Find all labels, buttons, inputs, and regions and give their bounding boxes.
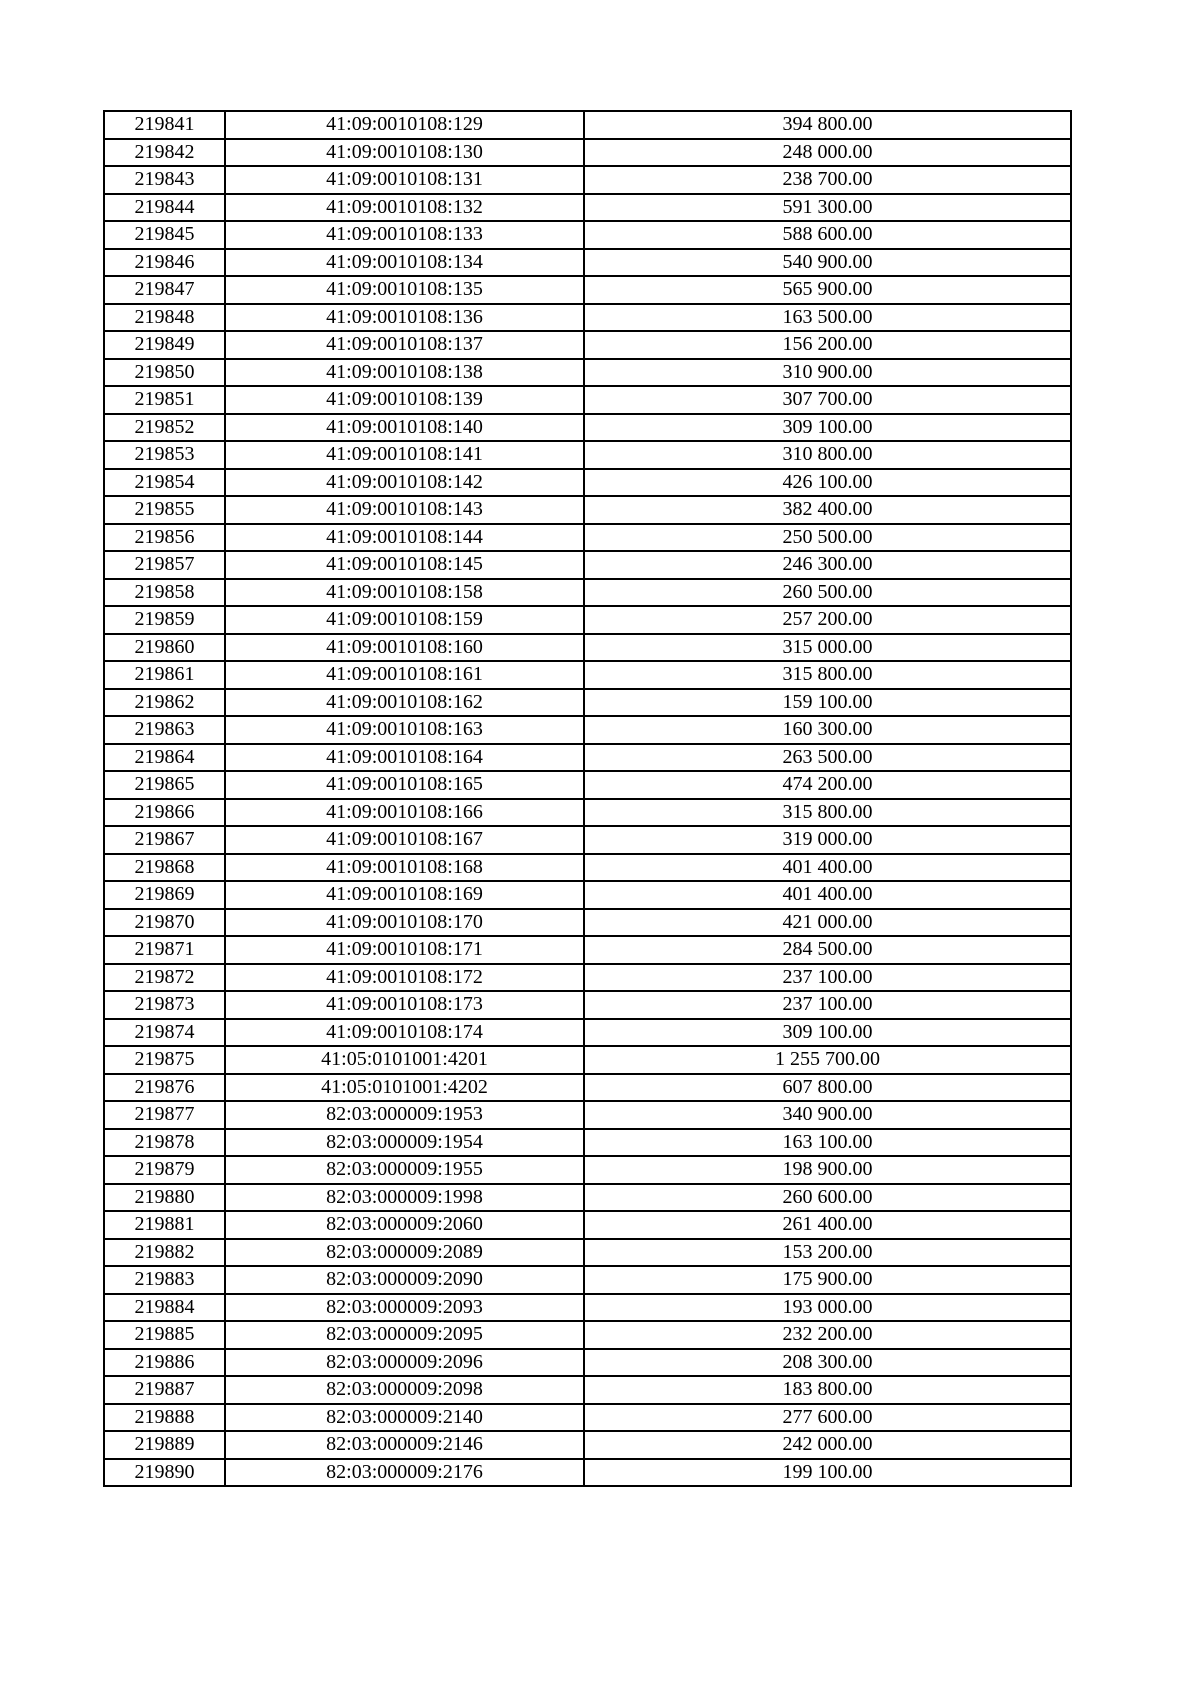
cadastral-value-cell: 319 000.00 — [584, 826, 1071, 854]
table-row — [104, 1431, 1071, 1459]
cadastral-value-cell: 261 400.00 — [584, 1211, 1071, 1239]
cadastral-number-cell: 41:09:0010108:170 — [225, 909, 584, 937]
table-row — [104, 1294, 1071, 1322]
table-row — [104, 689, 1071, 717]
cadastral-number-cell: 82:03:000009:1955 — [225, 1156, 584, 1184]
row-number-cell: 219866 — [104, 799, 225, 827]
table-row — [104, 1101, 1071, 1129]
cadastral-number-cell: 41:09:0010108:159 — [225, 606, 584, 634]
table-row — [104, 414, 1071, 442]
row-number-cell: 219848 — [104, 304, 225, 332]
table-row — [104, 1184, 1071, 1212]
table-row — [104, 964, 1071, 992]
cadastral-value-cell: 307 700.00 — [584, 386, 1071, 414]
row-number-cell: 219880 — [104, 1184, 225, 1212]
table-row — [104, 221, 1071, 249]
cadastral-number-cell: 41:09:0010108:171 — [225, 936, 584, 964]
table-row — [104, 1074, 1071, 1102]
cadastral-value-cell: 591 300.00 — [584, 194, 1071, 222]
cadastral-number-cell: 82:03:000009:1953 — [225, 1101, 584, 1129]
cadastral-number-cell: 41:09:0010108:169 — [225, 881, 584, 909]
cadastral-number-cell: 41:09:0010108:136 — [225, 304, 584, 332]
cadastral-value-cell: 421 000.00 — [584, 909, 1071, 937]
row-number-cell: 219878 — [104, 1129, 225, 1157]
cadastral-number-cell: 41:09:0010108:143 — [225, 496, 584, 524]
cadastral-number-cell: 41:09:0010108:142 — [225, 469, 584, 497]
cadastral-value-cell: 199 100.00 — [584, 1459, 1071, 1487]
cadastral-number-cell: 41:09:0010108:134 — [225, 249, 584, 277]
cadastral-value-cell: 588 600.00 — [584, 221, 1071, 249]
cadastral-number-cell: 41:09:0010108:130 — [225, 139, 584, 167]
cadastral-value-cell: 250 500.00 — [584, 524, 1071, 552]
cadastral-value-cell: 382 400.00 — [584, 496, 1071, 524]
cadastral-value-cell: 309 100.00 — [584, 1019, 1071, 1047]
cadastral-number-cell: 82:03:000009:2140 — [225, 1404, 584, 1432]
cadastral-number-cell: 82:03:000009:2090 — [225, 1266, 584, 1294]
cadastral-value-cell: 310 900.00 — [584, 359, 1071, 387]
cadastral-value-cell: 160 300.00 — [584, 716, 1071, 744]
table-row — [104, 881, 1071, 909]
cadastral-number-cell: 41:09:0010108:132 — [225, 194, 584, 222]
cadastral-number-cell: 41:09:0010108:137 — [225, 331, 584, 359]
cadastral-number-cell: 41:09:0010108:163 — [225, 716, 584, 744]
row-number-cell: 219855 — [104, 496, 225, 524]
cadastral-number-cell: 41:09:0010108:165 — [225, 771, 584, 799]
table-row — [104, 1459, 1071, 1487]
cadastral-number-cell: 41:09:0010108:133 — [225, 221, 584, 249]
table-row — [104, 936, 1071, 964]
cadastral-value-cell: 309 100.00 — [584, 414, 1071, 442]
cadastral-number-cell: 41:09:0010108:158 — [225, 579, 584, 607]
row-number-cell: 219874 — [104, 1019, 225, 1047]
row-number-cell: 219888 — [104, 1404, 225, 1432]
table-row — [104, 991, 1071, 1019]
cadastral-value-cell: 198 900.00 — [584, 1156, 1071, 1184]
cadastral-number-cell: 82:03:000009:2176 — [225, 1459, 584, 1487]
cadastral-value-cell: 208 300.00 — [584, 1349, 1071, 1377]
table-row — [104, 826, 1071, 854]
table-row — [104, 249, 1071, 277]
row-number-cell: 219886 — [104, 1349, 225, 1377]
cadastral-value-cell: 260 500.00 — [584, 579, 1071, 607]
cadastral-value-cell: 232 200.00 — [584, 1321, 1071, 1349]
table-row — [104, 276, 1071, 304]
cadastral-number-cell: 41:09:0010108:145 — [225, 551, 584, 579]
cadastral-value-cell: 183 800.00 — [584, 1376, 1071, 1404]
cadastral-number-cell: 41:09:0010108:129 — [225, 111, 584, 139]
table-row — [104, 579, 1071, 607]
cadastral-value-cell: 163 100.00 — [584, 1129, 1071, 1157]
cadastral-number-cell: 41:05:0101001:4201 — [225, 1046, 584, 1074]
cadastral-value-cell: 156 200.00 — [584, 331, 1071, 359]
row-number-cell: 219883 — [104, 1266, 225, 1294]
row-number-cell: 219844 — [104, 194, 225, 222]
cadastral-number-cell: 41:05:0101001:4202 — [225, 1074, 584, 1102]
cadastral-value-cell: 401 400.00 — [584, 881, 1071, 909]
cadastral-value-cell: 248 000.00 — [584, 139, 1071, 167]
table-row — [104, 1156, 1071, 1184]
table-row — [104, 661, 1071, 689]
cadastral-number-cell: 82:03:000009:2089 — [225, 1239, 584, 1267]
table-row — [104, 744, 1071, 772]
cadastral-value-table — [103, 110, 1072, 1487]
table-row — [104, 1019, 1071, 1047]
row-number-cell: 219862 — [104, 689, 225, 717]
table-row — [104, 111, 1071, 139]
cadastral-value-cell: 1 255 700.00 — [584, 1046, 1071, 1074]
table-row — [104, 551, 1071, 579]
table-row — [104, 799, 1071, 827]
row-number-cell: 219889 — [104, 1431, 225, 1459]
table-row — [104, 1376, 1071, 1404]
cadastral-number-cell: 82:03:000009:2098 — [225, 1376, 584, 1404]
table-row — [104, 166, 1071, 194]
cadastral-number-cell: 41:09:0010108:135 — [225, 276, 584, 304]
cadastral-value-cell: 401 400.00 — [584, 854, 1071, 882]
table-row — [104, 854, 1071, 882]
row-number-cell: 219853 — [104, 441, 225, 469]
cadastral-number-cell: 82:03:000009:1998 — [225, 1184, 584, 1212]
table-row — [104, 1211, 1071, 1239]
row-number-cell: 219858 — [104, 579, 225, 607]
cadastral-value-cell: 315 000.00 — [584, 634, 1071, 662]
cadastral-number-cell: 41:09:0010108:174 — [225, 1019, 584, 1047]
cadastral-value-cell: 159 100.00 — [584, 689, 1071, 717]
row-number-cell: 219870 — [104, 909, 225, 937]
cadastral-number-cell: 41:09:0010108:168 — [225, 854, 584, 882]
row-number-cell: 219869 — [104, 881, 225, 909]
cadastral-value-cell: 153 200.00 — [584, 1239, 1071, 1267]
cadastral-number-cell: 82:03:000009:2146 — [225, 1431, 584, 1459]
cadastral-number-cell: 41:09:0010108:173 — [225, 991, 584, 1019]
row-number-cell: 219852 — [104, 414, 225, 442]
cadastral-value-cell: 540 900.00 — [584, 249, 1071, 277]
row-number-cell: 219871 — [104, 936, 225, 964]
table-row — [104, 386, 1071, 414]
row-number-cell: 219884 — [104, 1294, 225, 1322]
cadastral-number-cell: 41:09:0010108:167 — [225, 826, 584, 854]
cadastral-value-cell: 277 600.00 — [584, 1404, 1071, 1432]
cadastral-number-cell: 82:03:000009:2096 — [225, 1349, 584, 1377]
row-number-cell: 219885 — [104, 1321, 225, 1349]
row-number-cell: 219863 — [104, 716, 225, 744]
cadastral-value-cell: 315 800.00 — [584, 799, 1071, 827]
row-number-cell: 219879 — [104, 1156, 225, 1184]
table-row — [104, 1266, 1071, 1294]
row-number-cell: 219864 — [104, 744, 225, 772]
row-number-cell: 219890 — [104, 1459, 225, 1487]
cadastral-value-cell: 242 000.00 — [584, 1431, 1071, 1459]
table-row — [104, 496, 1071, 524]
row-number-cell: 219865 — [104, 771, 225, 799]
table-row — [104, 1321, 1071, 1349]
row-number-cell: 219856 — [104, 524, 225, 552]
cadastral-value-cell: 238 700.00 — [584, 166, 1071, 194]
cadastral-number-cell: 41:09:0010108:172 — [225, 964, 584, 992]
cadastral-number-cell: 41:09:0010108:140 — [225, 414, 584, 442]
row-number-cell: 219872 — [104, 964, 225, 992]
table-row — [104, 909, 1071, 937]
cadastral-value-cell: 310 800.00 — [584, 441, 1071, 469]
row-number-cell: 219861 — [104, 661, 225, 689]
cadastral-value-cell: 175 900.00 — [584, 1266, 1071, 1294]
cadastral-number-cell: 41:09:0010108:139 — [225, 386, 584, 414]
cadastral-number-cell: 41:09:0010108:144 — [225, 524, 584, 552]
cadastral-value-cell: 257 200.00 — [584, 606, 1071, 634]
table-row — [104, 771, 1071, 799]
row-number-cell: 219859 — [104, 606, 225, 634]
row-number-cell: 219847 — [104, 276, 225, 304]
row-number-cell: 219867 — [104, 826, 225, 854]
row-number-cell: 219846 — [104, 249, 225, 277]
table-body — [104, 111, 1071, 1486]
table-row — [104, 1046, 1071, 1074]
row-number-cell: 219851 — [104, 386, 225, 414]
table-row — [104, 331, 1071, 359]
table-row — [104, 469, 1071, 497]
table-row — [104, 139, 1071, 167]
cadastral-number-cell: 41:09:0010108:162 — [225, 689, 584, 717]
cadastral-value-cell: 394 800.00 — [584, 111, 1071, 139]
cadastral-value-cell: 315 800.00 — [584, 661, 1071, 689]
row-number-cell: 219849 — [104, 331, 225, 359]
row-number-cell: 219854 — [104, 469, 225, 497]
table-row — [104, 441, 1071, 469]
table-row — [104, 524, 1071, 552]
cadastral-number-cell: 82:03:000009:1954 — [225, 1129, 584, 1157]
cadastral-number-cell: 82:03:000009:2095 — [225, 1321, 584, 1349]
row-number-cell: 219868 — [104, 854, 225, 882]
cadastral-value-cell: 237 100.00 — [584, 964, 1071, 992]
cadastral-number-cell: 41:09:0010108:141 — [225, 441, 584, 469]
cadastral-value-cell: 260 600.00 — [584, 1184, 1071, 1212]
table-row — [104, 1129, 1071, 1157]
table-row — [104, 716, 1071, 744]
table-row — [104, 359, 1071, 387]
cadastral-value-cell: 607 800.00 — [584, 1074, 1071, 1102]
table-row — [104, 1349, 1071, 1377]
cadastral-number-cell: 41:09:0010108:164 — [225, 744, 584, 772]
cadastral-value-cell: 163 500.00 — [584, 304, 1071, 332]
cadastral-number-cell: 41:09:0010108:160 — [225, 634, 584, 662]
cadastral-number-cell: 82:03:000009:2093 — [225, 1294, 584, 1322]
row-number-cell: 219875 — [104, 1046, 225, 1074]
cadastral-number-cell: 41:09:0010108:138 — [225, 359, 584, 387]
cadastral-value-cell: 284 500.00 — [584, 936, 1071, 964]
table-row — [104, 304, 1071, 332]
cadastral-number-cell: 41:09:0010108:166 — [225, 799, 584, 827]
cadastral-number-cell: 82:03:000009:2060 — [225, 1211, 584, 1239]
cadastral-value-cell: 426 100.00 — [584, 469, 1071, 497]
table-row — [104, 634, 1071, 662]
row-number-cell: 219843 — [104, 166, 225, 194]
cadastral-value-cell: 565 900.00 — [584, 276, 1071, 304]
table-row — [104, 1239, 1071, 1267]
row-number-cell: 219850 — [104, 359, 225, 387]
row-number-cell: 219882 — [104, 1239, 225, 1267]
table-row — [104, 606, 1071, 634]
table-row — [104, 1404, 1071, 1432]
row-number-cell: 219876 — [104, 1074, 225, 1102]
row-number-cell: 219881 — [104, 1211, 225, 1239]
row-number-cell: 219877 — [104, 1101, 225, 1129]
cadastral-value-cell: 474 200.00 — [584, 771, 1071, 799]
cadastral-value-cell: 193 000.00 — [584, 1294, 1071, 1322]
cadastral-value-cell: 263 500.00 — [584, 744, 1071, 772]
cadastral-value-cell: 340 900.00 — [584, 1101, 1071, 1129]
table-row — [104, 194, 1071, 222]
row-number-cell: 219860 — [104, 634, 225, 662]
cadastral-value-cell: 246 300.00 — [584, 551, 1071, 579]
cadastral-number-cell: 41:09:0010108:131 — [225, 166, 584, 194]
cadastral-number-cell: 41:09:0010108:161 — [225, 661, 584, 689]
row-number-cell: 219842 — [104, 139, 225, 167]
row-number-cell: 219887 — [104, 1376, 225, 1404]
cadastral-value-cell: 237 100.00 — [584, 991, 1071, 1019]
row-number-cell: 219857 — [104, 551, 225, 579]
row-number-cell: 219845 — [104, 221, 225, 249]
row-number-cell: 219873 — [104, 991, 225, 1019]
row-number-cell: 219841 — [104, 111, 225, 139]
